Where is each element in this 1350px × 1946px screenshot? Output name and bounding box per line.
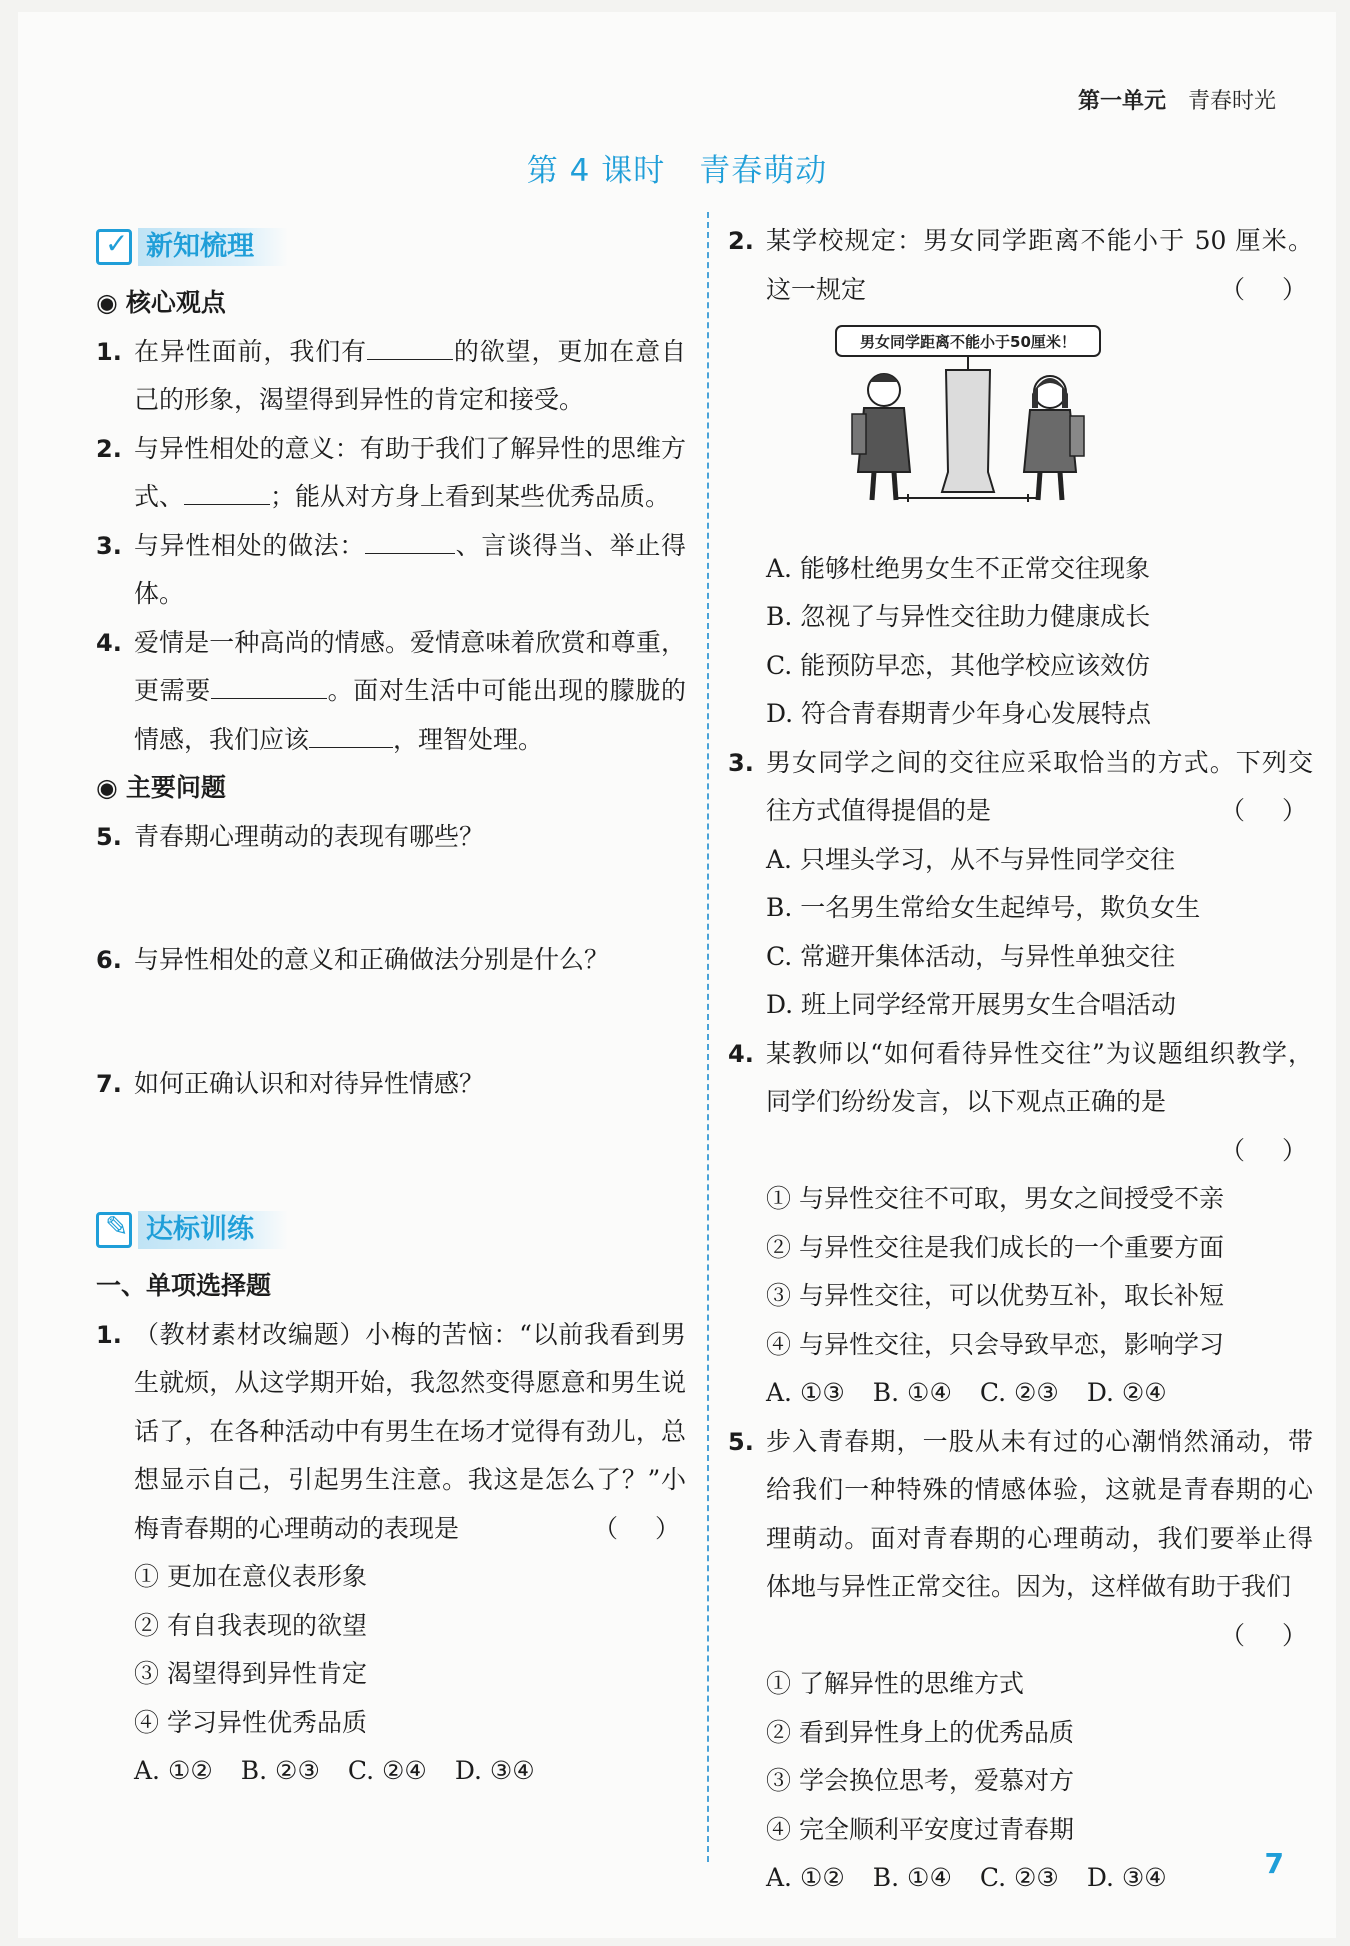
choice-question [728, 1030, 1313, 1176]
lesson-number: 第 4 课时 [526, 153, 666, 189]
statement-item: ③ 渴望得到异性肯定 [134, 1659, 367, 1688]
sign-text: 男女同学距离不能小于50厘米！ [860, 333, 1076, 351]
left-column [96, 217, 686, 1796]
choice-option[interactable]: A. ①③ [766, 1378, 845, 1407]
answer-parentheses[interactable]: （ ） [1219, 1620, 1313, 1650]
question-number: 2. [728, 227, 754, 255]
column-divider [707, 212, 709, 1862]
core-heading [96, 279, 686, 328]
answer-blank[interactable] [367, 329, 453, 360]
question-number: 3. [728, 748, 754, 777]
choice-option[interactable]: A. ①② [766, 1863, 845, 1892]
open-question [96, 936, 686, 985]
section-header-practice [96, 1208, 686, 1252]
choice-option[interactable]: D. 符合青春期青少年身心发展特点 [766, 699, 1152, 728]
question-text: 爱情是一种高尚的情感。爱情意味着欣赏和尊重，更需要 [134, 627, 686, 705]
statement-item: ② 有自我表现的欲望 [134, 1610, 367, 1640]
statement-item: ① 与异性交往不可取，男女之间授受不亲 [766, 1184, 1224, 1213]
question-text: 某教师以“如何看待异性交往”为议题组织教学，同学们纷纷发言，以下观点正确的是 [766, 1038, 1313, 1116]
section-title: 达标训练 [138, 1211, 288, 1249]
statement-item: ② 与异性交往是我们成长的一个重要方面 [766, 1232, 1224, 1262]
question-number: 1. [96, 337, 122, 366]
statement-item: ④ 学习异性优秀品质 [134, 1707, 367, 1737]
choice-question [728, 1418, 1313, 1661]
question-number: 5. [728, 1427, 754, 1456]
statement-item: ① 了解异性的思维方式 [766, 1669, 1024, 1698]
question-text: 与异性相处的意义和正确做法分别是什么？ [134, 945, 610, 974]
answer-space[interactable] [96, 985, 686, 1060]
unit-title: 青春时光 [1187, 89, 1276, 114]
page-number: 7 [1264, 1847, 1284, 1880]
question-number: 6. [96, 946, 122, 974]
choice-question [728, 739, 1313, 836]
choice-option[interactable]: B. 一名男生常给女生起绰号，欺负女生 [766, 893, 1201, 922]
fill-question [96, 619, 686, 765]
fill-question [96, 522, 686, 619]
answer-parentheses[interactable]: （ ） [592, 1513, 686, 1543]
answer-blank[interactable] [309, 717, 393, 748]
right-column [728, 217, 1313, 1903]
question-number: 4. [728, 1039, 754, 1068]
question-number: 1. [96, 1320, 122, 1349]
answer-space[interactable] [96, 861, 686, 936]
unit-label: 第一单元 [1077, 89, 1166, 114]
choice-option[interactable]: A. 能够杜绝男女生不正常交往现象 [766, 553, 1150, 583]
question-text: 的欲望，更加在意自己的形象，渴望得到异性的肯定和接受。 [134, 336, 686, 414]
choice-option[interactable]: B. 忽视了与异性交往助力健康成长 [766, 602, 1151, 631]
question-text: 与异性相处的做法： [134, 530, 365, 560]
choice-option[interactable]: C. ②③ [979, 1863, 1059, 1892]
choice-row [728, 1369, 1313, 1418]
answer-blank[interactable] [211, 668, 327, 699]
question-text: 青春期心理萌动的表现有哪些？ [134, 821, 485, 851]
answer-parentheses[interactable]: （ ） [1219, 274, 1313, 304]
fill-question [96, 328, 686, 425]
answer-space[interactable] [96, 1108, 686, 1200]
question-text: 某学校规定：男女同学距离不能小于 50 厘米。这一规定 [766, 226, 1313, 304]
target-bullet-icon: ◉ [96, 773, 118, 802]
fill-question [96, 425, 686, 522]
question-text: 。面对生活中可能出现的朦胧的情感，我们应该 [134, 676, 686, 754]
choice-option[interactable]: D. ③④ [1086, 1863, 1167, 1892]
choice-option[interactable]: A. ①② [134, 1756, 213, 1785]
answer-blank[interactable] [184, 474, 270, 505]
choice-question [728, 217, 1313, 314]
section-title: 新知梳理 [138, 228, 288, 266]
choice-option[interactable]: B. ②③ [240, 1756, 320, 1785]
answer-blank[interactable] [365, 523, 455, 554]
target-bullet-icon: ◉ [96, 288, 118, 317]
question-text: （教材素材改编题）小梅的苦恼：“以前我看到男生就烦，从这学期开始，我忽然变得愿意和男生说话了，在各种活动中有男生在场才觉得有劲儿，总想显示自己，引起男生注意。我这是怎么了？”小梅青春期的心理萌动的表现是 [134, 1319, 686, 1543]
statement-item: ② 看到异性身上的优秀品质 [766, 1717, 1074, 1747]
open-question [96, 813, 686, 862]
cartoon-illustration [818, 322, 1118, 522]
main-heading [96, 764, 686, 813]
answer-parentheses[interactable]: （ ） [1219, 796, 1313, 825]
question-number: 5. [96, 822, 122, 851]
question-number: 2. [96, 434, 122, 463]
pencil-icon: ✎ [96, 1212, 132, 1248]
question-text: 在异性面前，我们有 [134, 336, 367, 366]
question-text: 男女同学之间的交往应采取恰当的方式。下列交往方式值得提倡的是 [766, 747, 1313, 825]
question-number: 4. [96, 628, 122, 657]
question-text: 、言谈得当、举止得体。 [134, 530, 686, 608]
question-number: 7. [96, 1069, 122, 1098]
answer-parentheses[interactable]: （ ） [1219, 1135, 1313, 1165]
question-text: 步入青春期，一股从未有过的心潮悄然涌动，带给我们一种特殊的情感体验，这就是青春期的心理萌动。面对青春期的心理萌动，我们要举止得体地与异性正常交往。因为，这样做有助于我们 [766, 1426, 1313, 1601]
checkbox-icon: ✓ [96, 229, 132, 265]
open-question [96, 1060, 686, 1109]
choice-question [96, 1311, 686, 1554]
choice-option[interactable]: C. ②③ [979, 1378, 1059, 1407]
statement-item: ④ 与异性交往，只会导致早恋，影响学习 [766, 1329, 1224, 1359]
choice-option[interactable]: D. ③④ [454, 1756, 535, 1785]
choice-option[interactable]: D. 班上同学经常开展男女生合唱活动 [766, 990, 1177, 1019]
statement-item: ④ 完全顺利平安度过青春期 [766, 1814, 1074, 1844]
choice-option[interactable]: C. 常避开集体活动，与异性单独交往 [766, 941, 1176, 971]
statement-item: ① 更加在意仪表形象 [134, 1562, 367, 1591]
question-text: ，理智处理。 [393, 724, 544, 754]
choice-row [728, 1854, 1313, 1903]
textbook-page [18, 12, 1336, 1938]
lesson-name: 青春萌动 [699, 153, 828, 189]
running-head [1078, 84, 1276, 115]
main-heading-label: 主要问题 [125, 773, 226, 802]
statement-item: ③ 与异性交往，可以优势互补，取长补短 [766, 1281, 1224, 1310]
choice-option[interactable]: A. 只埋头学习，从不与异性同学交往 [766, 844, 1175, 874]
lesson-title [18, 145, 1336, 190]
question-text: 与异性相处的意义：有助于我们了解异性的思维方式、 [134, 433, 686, 511]
choice-row [96, 1747, 686, 1796]
section-header-new-knowledge [96, 225, 686, 269]
question-number: 3. [96, 531, 122, 560]
question-text: 如何正确认识和对待异性情感？ [134, 1068, 485, 1098]
choice-option[interactable]: C. 能预防早恋，其他学校应该效仿 [766, 650, 1151, 680]
part-heading: 一、单项选择题 [96, 1271, 272, 1300]
choice-option[interactable]: C. ②④ [347, 1756, 427, 1785]
question-text: ；能从对方身上看到某些优秀品质。 [270, 482, 671, 511]
statement-item: ③ 学会换位思考，爱慕对方 [766, 1766, 1074, 1795]
core-heading-label: 核心观点 [125, 288, 226, 317]
choice-option[interactable]: B. ①④ [872, 1863, 952, 1892]
choice-option[interactable]: B. ①④ [872, 1378, 952, 1407]
choice-option[interactable]: D. ②④ [1086, 1378, 1167, 1407]
